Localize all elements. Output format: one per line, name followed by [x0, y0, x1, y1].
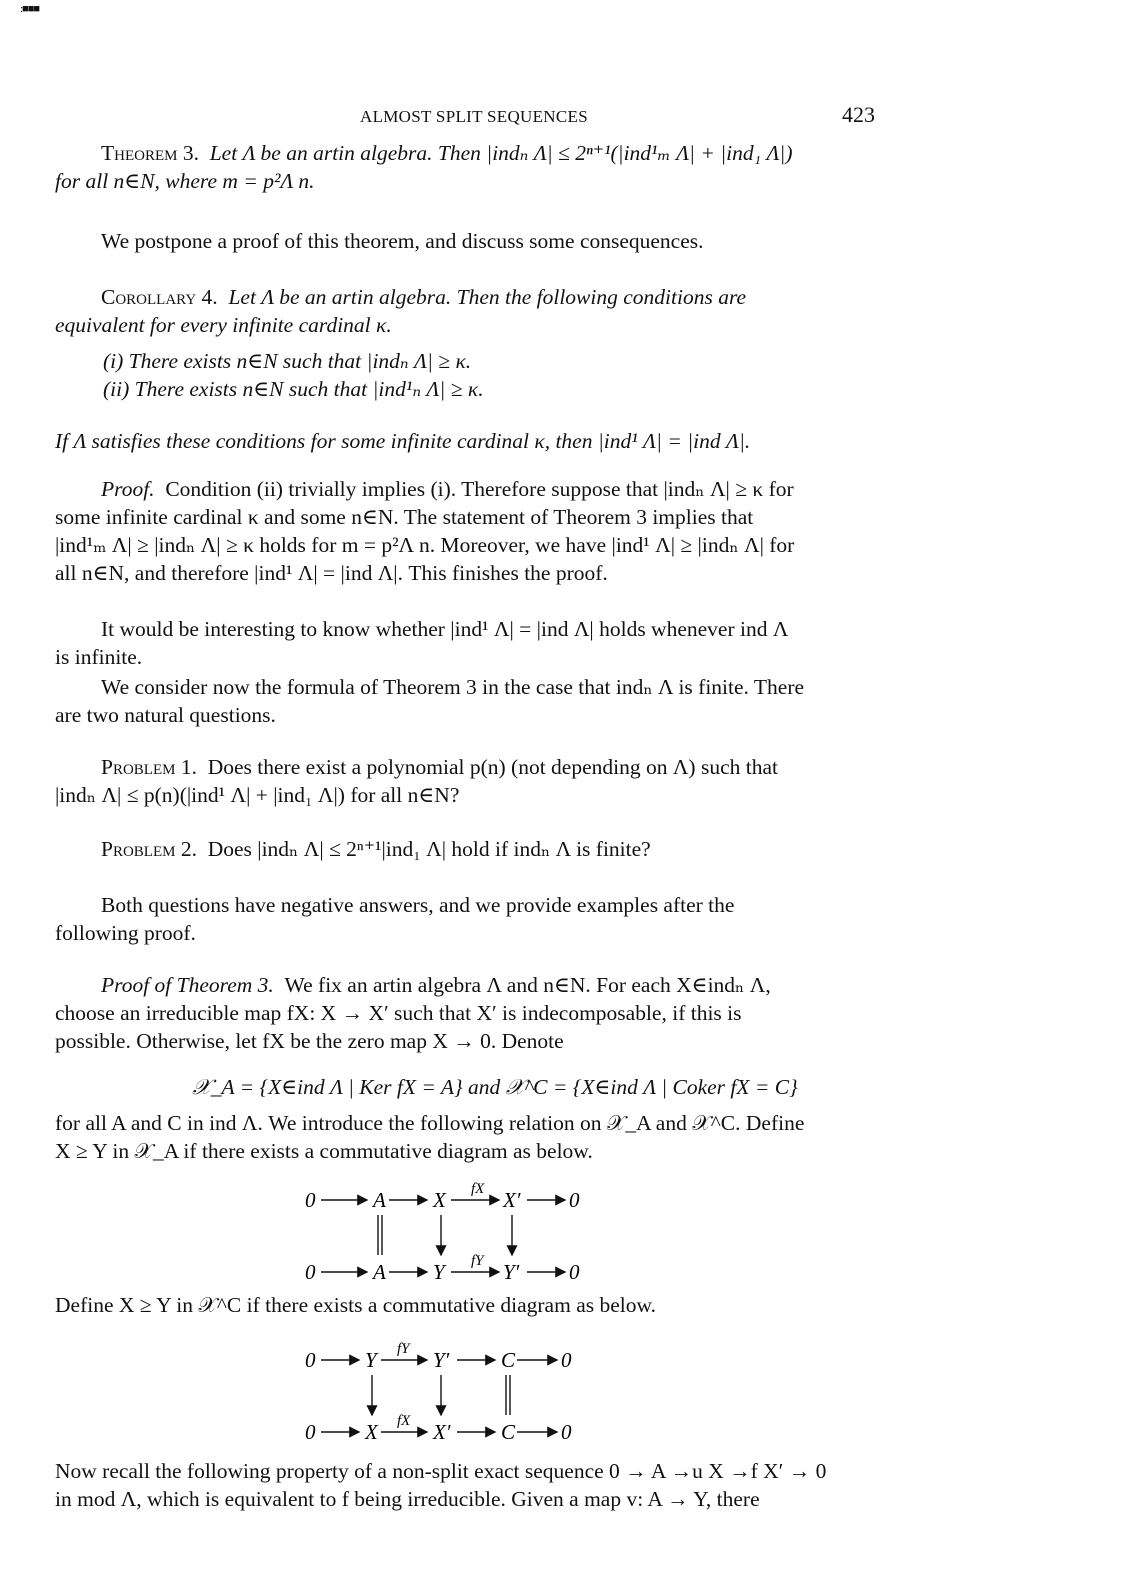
diagram2-map-fY: fY: [397, 1341, 410, 1357]
scan-corner-mark: :■■■: [20, 3, 39, 15]
diagram1-top-end: 0: [569, 1188, 580, 1212]
diagram2-bottom-Xp: X′: [433, 1420, 451, 1444]
theorem-3: [55, 139, 875, 195]
problem-1: Problem 1. Does there exist a polynomial p(n) (not depending on Λ) such that |indₙ Λ| ≤ p(n)(|ind¹ Λ| + |ind₁ Λ|) for all n∈N?: [55, 755, 778, 807]
proof-corollary: [55, 475, 875, 587]
diagram1-bottom-end: 0: [569, 1260, 580, 1284]
proof-theorem-3: Proof of Theorem 3. We fix an artin algebra Λ and n∈N. For each X∈indₙ Λ, choose an irreducible map fX: X → X′ such that X′ is indecomposable, if this is possible. Otherwise, let fX be the zero map X → 0. Denote: [55, 973, 771, 1053]
paragraph-both: Both questions have negative answers, and we provide examples after the following proof.: [55, 893, 735, 945]
diagram2-map-fX: fX: [397, 1413, 411, 1429]
proof-label: Proof.: [101, 477, 155, 501]
corollary-4: [55, 283, 875, 339]
diagram1-map-fY: fY: [471, 1253, 484, 1269]
diagram2-bottom-X: X: [365, 1420, 378, 1444]
problem-label: Problem 1.: [101, 755, 197, 779]
paragraph-interesting: It would be interesting to know whether |ind¹ Λ| = |ind Λ| holds whenever ind Λ is infinite.: [55, 617, 789, 669]
diagram1-top-X: X: [433, 1188, 446, 1212]
diagram1-bottom-0: 0: [305, 1260, 316, 1284]
theorem-label: Theorem 3.: [101, 141, 199, 165]
paragraph-define2: Define X ≥ Y in 𝒳^C if there exists a commutative diagram as below.: [55, 1293, 657, 1317]
problem-2: Problem 2. Does |indₙ Λ| ≤ 2ⁿ⁺¹|ind₁ Λ| hold if indₙ Λ is finite?: [101, 837, 651, 861]
proof-theorem-label: Proof of Theorem 3.: [101, 973, 274, 997]
diagram2-bottom-0: 0: [305, 1420, 316, 1444]
diagram2-top-0: 0: [305, 1348, 316, 1372]
diagram1-bottom-Y: Y: [433, 1260, 445, 1284]
page: [55, 95, 875, 1511]
diagram1-bottom-Yp: Y′: [503, 1260, 520, 1284]
commutative-diagram-2: [55, 1335, 875, 1445]
page-number: 423: [842, 102, 875, 127]
theorem-line: Let Λ be an artin algebra. Then |indₙ Λ| ≤ 2ⁿ⁺¹(|ind¹ₘ Λ| + |ind₁ Λ|): [209, 141, 793, 165]
diagram2-top-end: 0: [561, 1348, 572, 1372]
diagram1-top-Xp: X′: [503, 1188, 521, 1212]
diagram1-map-fX: fX: [471, 1181, 485, 1197]
diagram1-top-A: A: [373, 1188, 386, 1212]
proof-line: Condition (ii) trivially implies (i). Therefore suppose that |indₙ Λ| ≥ κ for: [165, 477, 794, 501]
paragraph-postpone: We postpone a proof of this theorem, and discuss some consequences.: [101, 229, 704, 253]
page-header: [55, 95, 875, 135]
diagram1-top-0: 0: [305, 1188, 316, 1212]
diagram2-top-C: C: [501, 1348, 516, 1372]
commutative-diagram-1: [55, 1175, 875, 1285]
corollary-line: Let Λ be an artin algebra. Then the following conditions are: [228, 285, 747, 309]
diagram2-top-Yp: Y′: [433, 1348, 450, 1372]
proof-line: |ind¹ₘ Λ| ≥ |indₙ Λ| ≥ κ holds for m = p²Λ n. Moreover, we have |ind¹ Λ| ≥ |indₙ Λ| for: [55, 533, 795, 557]
diagram2-bottom-end: 0: [561, 1420, 572, 1444]
corollary-item-i: (i) There exists n∈N such that |indₙ Λ| ≥ κ.: [103, 349, 472, 373]
theorem-line: for all n∈N, where m = p²Λ n.: [55, 169, 315, 193]
paragraph-recall: Now recall the following property of a non-split exact sequence 0 → A →u X →f X′ → 0 in mod Λ, which is equivalent to f being irreducible. Given a map v: A → Y, there: [55, 1459, 827, 1511]
corollary-label: Corollary 4.: [101, 285, 218, 309]
corollary-item-ii: (ii) There exists n∈N such that |ind¹ₙ Λ| ≥ κ.: [103, 377, 484, 401]
corollary-conclusion: If Λ satisfies these conditions for some infinite cardinal κ, then |ind¹ Λ| = |ind Λ|.: [55, 429, 751, 453]
diagram2-bottom-C: C: [501, 1420, 516, 1444]
problem-label: Problem 2.: [101, 837, 197, 861]
running-head: ALMOST SPLIT SEQUENCES: [360, 107, 588, 126]
proof-line: all n∈N, and therefore |ind¹ Λ| = |ind Λ|. This finishes the proof.: [55, 561, 608, 585]
sets-formula: 𝒳_A = {X∈ind Λ | Ker fX = A} and 𝒳^C = {X∈ind Λ | Coker fX = C}: [192, 1075, 798, 1099]
paragraph-relation: for all A and C in ind Λ. We introduce the following relation on 𝒳_A and 𝒳^C. Define X ≥ Y in 𝒳_A if there exists a commutative diagram as below.: [55, 1111, 805, 1163]
proof-line: some infinite cardinal κ and some n∈N. The statement of Theorem 3 implies that: [55, 505, 754, 529]
diagram2-top-Y: Y: [365, 1348, 377, 1372]
paragraph-consider: We consider now the formula of Theorem 3 in the case that indₙ Λ is finite. There are two natural questions.: [55, 675, 805, 727]
diagram1-bottom-A: A: [373, 1260, 386, 1284]
corollary-line: equivalent for every infinite cardinal κ.: [55, 313, 392, 337]
